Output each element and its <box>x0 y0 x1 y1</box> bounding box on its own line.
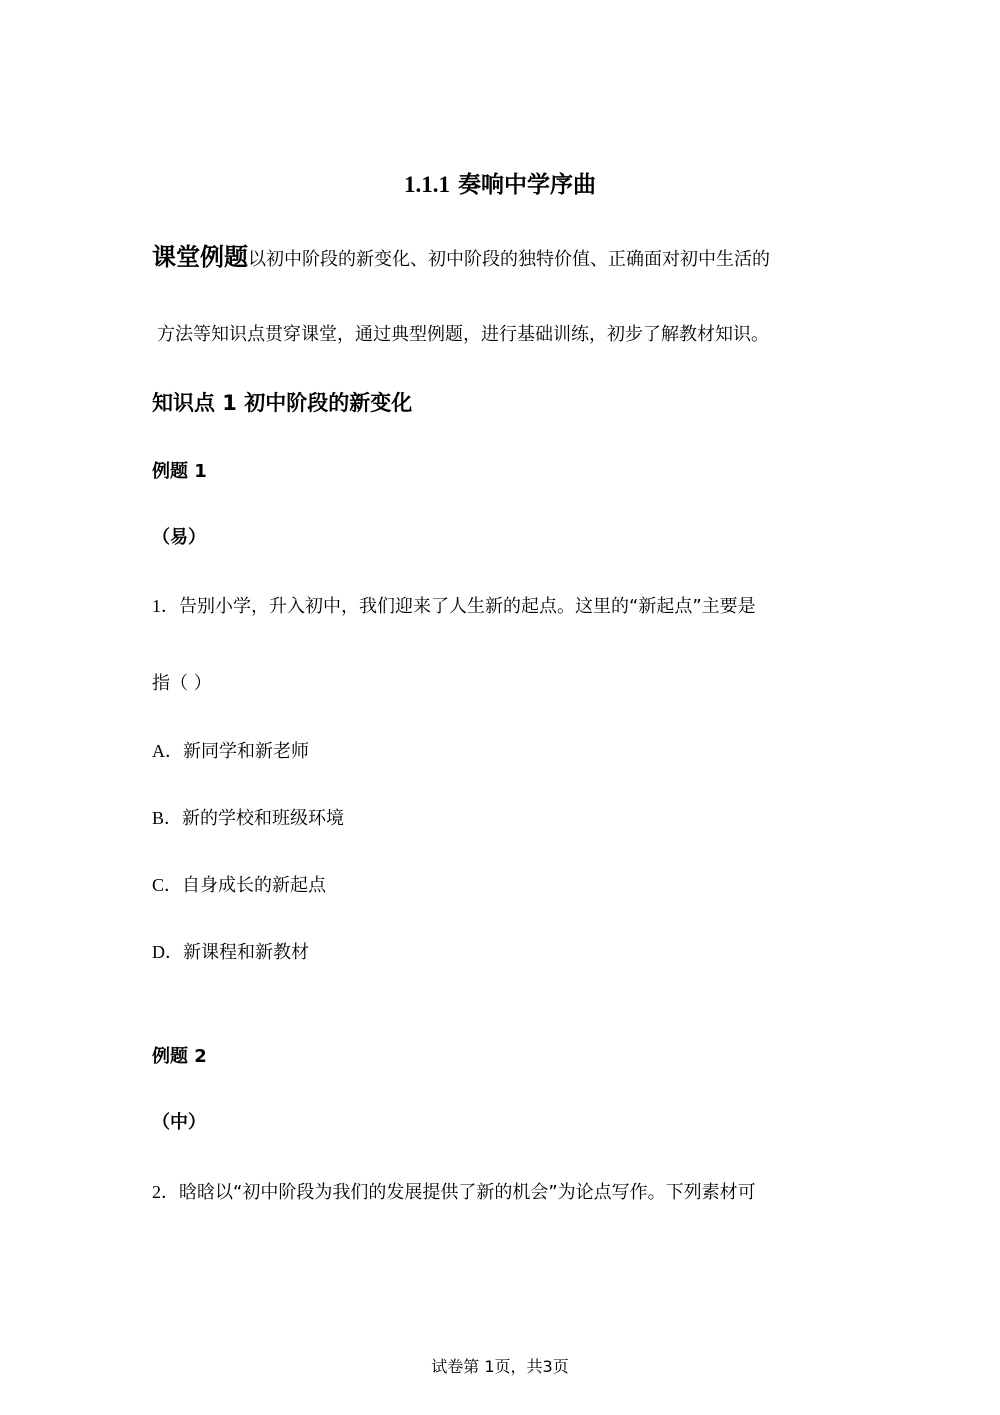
intro-line-2: 方法等知识点贯穿课堂，通过典型例题，进行基础训练，初步了解教材知识。 <box>157 324 769 345</box>
question-1-number: 1． <box>152 596 179 616</box>
option-a <box>152 737 309 766</box>
title-text: 奏响中学序曲 <box>458 172 596 198</box>
intro-tag: 课堂例题 <box>152 243 248 271</box>
option-d <box>152 938 309 967</box>
example-2-difficulty: （中） <box>152 1112 206 1133</box>
option-b <box>152 804 344 833</box>
example-2-label: 例题 2 <box>152 1046 207 1067</box>
option-c-letter: C． <box>152 875 183 895</box>
option-c <box>152 871 326 900</box>
option-b-text: 新的学校和班级环境 <box>182 808 345 829</box>
intro-paragraph <box>152 240 862 277</box>
question-2-text: 晗晗以“初中阶段为我们的发展提供了新的机会”为论点写作。下列素材可 <box>179 1182 756 1203</box>
option-d-letter: D． <box>152 942 183 962</box>
question-1-line-1 <box>152 592 756 621</box>
example-1-difficulty: （易） <box>152 527 206 548</box>
page-title <box>0 168 1000 202</box>
example-1-label: 例题 1 <box>152 461 207 482</box>
intro-line-1: 以初中阶段的新变化、初中阶段的独特价值、正确面对初中生活的 <box>248 249 770 270</box>
question-2-number: 2． <box>152 1182 179 1202</box>
question-2-line-1 <box>152 1178 756 1207</box>
option-c-text: 自身成长的新起点 <box>182 875 327 896</box>
title-number: 1.1.1 <box>403 172 450 197</box>
option-a-letter: A． <box>152 741 183 761</box>
page-footer: 试卷第 1页，共3页 <box>431 1357 569 1376</box>
question-1-text: 告别小学，升入初中，我们迎来了人生新的起点。这里的“新起点”主要是 <box>179 596 756 617</box>
section-heading-1: 知识点 1 初中阶段的新变化 <box>152 391 413 415</box>
option-b-letter: B． <box>152 808 183 828</box>
option-a-text: 新同学和新老师 <box>183 741 309 762</box>
question-1-line-2: 指（ ） <box>152 673 212 694</box>
option-d-text: 新课程和新教材 <box>183 942 309 963</box>
